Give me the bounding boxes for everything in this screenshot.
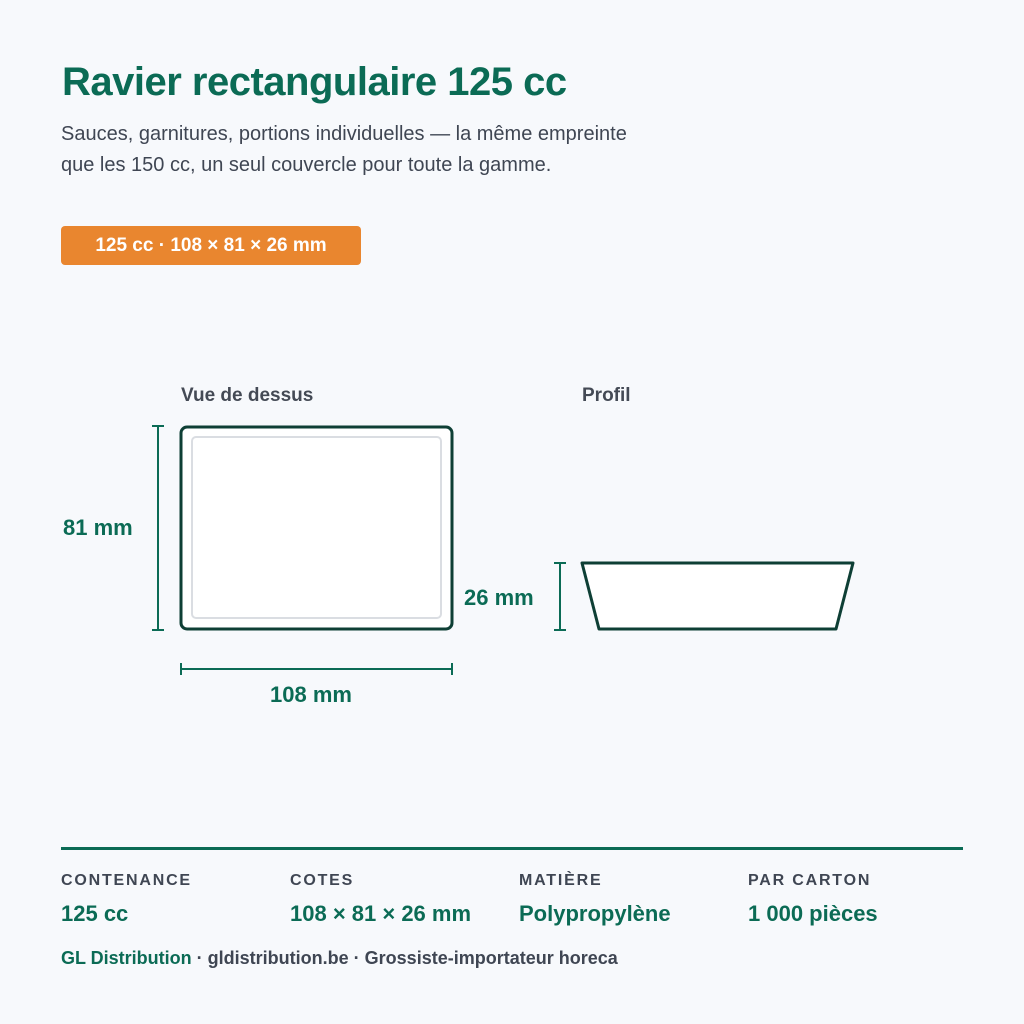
dimensions-badge: 125 cc · 108 × 81 × 26 mm	[61, 226, 361, 265]
profile-view-label: Profil	[582, 385, 631, 406]
spec-material	[519, 871, 744, 928]
footer-website[interactable]: gldistribution.be	[207, 948, 349, 968]
width-dimension-label: 108 mm	[270, 682, 352, 707]
depth-dimension-label: 26 mm	[464, 585, 534, 610]
spec-dimensions	[290, 871, 515, 928]
top-view-label: Vue de dessus	[181, 385, 314, 406]
profile-outline	[582, 563, 853, 629]
footer-tagline: Grossiste-importateur horeca	[364, 948, 618, 968]
footer-separator: ·	[348, 948, 365, 968]
spec-label: COTES	[290, 872, 355, 889]
page-subtitle: Sauces, garnitures, portions individuelles — la même empreinte que les 150 cc, un seul couvercle pour toute la gamme.	[61, 123, 627, 176]
footer	[61, 948, 618, 969]
spec-value: Polypropylène	[519, 901, 671, 926]
top-view-inner-rim	[192, 437, 441, 618]
section-divider	[61, 847, 963, 850]
spec-label: PAR CARTON	[748, 872, 872, 889]
spec-value: 125 cc	[61, 901, 129, 926]
spec-label: MATIÈRE	[519, 872, 603, 889]
spec-table	[61, 871, 963, 931]
page-title: Ravier rectangulaire 125 cc	[62, 60, 567, 104]
spec-value: 1 000 pièces	[748, 901, 878, 926]
footer-separator: ·	[191, 948, 208, 968]
spec-value: 108 × 81 × 26 mm	[290, 901, 472, 926]
footer-brand: GL Distribution	[61, 948, 192, 968]
width-dimension-line	[181, 663, 452, 675]
spec-per-carton	[748, 871, 973, 928]
height-dimension-line	[152, 426, 164, 630]
depth-dimension-line	[554, 563, 566, 630]
height-dimension-label: 81 mm	[63, 515, 133, 540]
spec-capacity	[61, 871, 286, 928]
spec-label: CONTENANCE	[61, 872, 192, 889]
